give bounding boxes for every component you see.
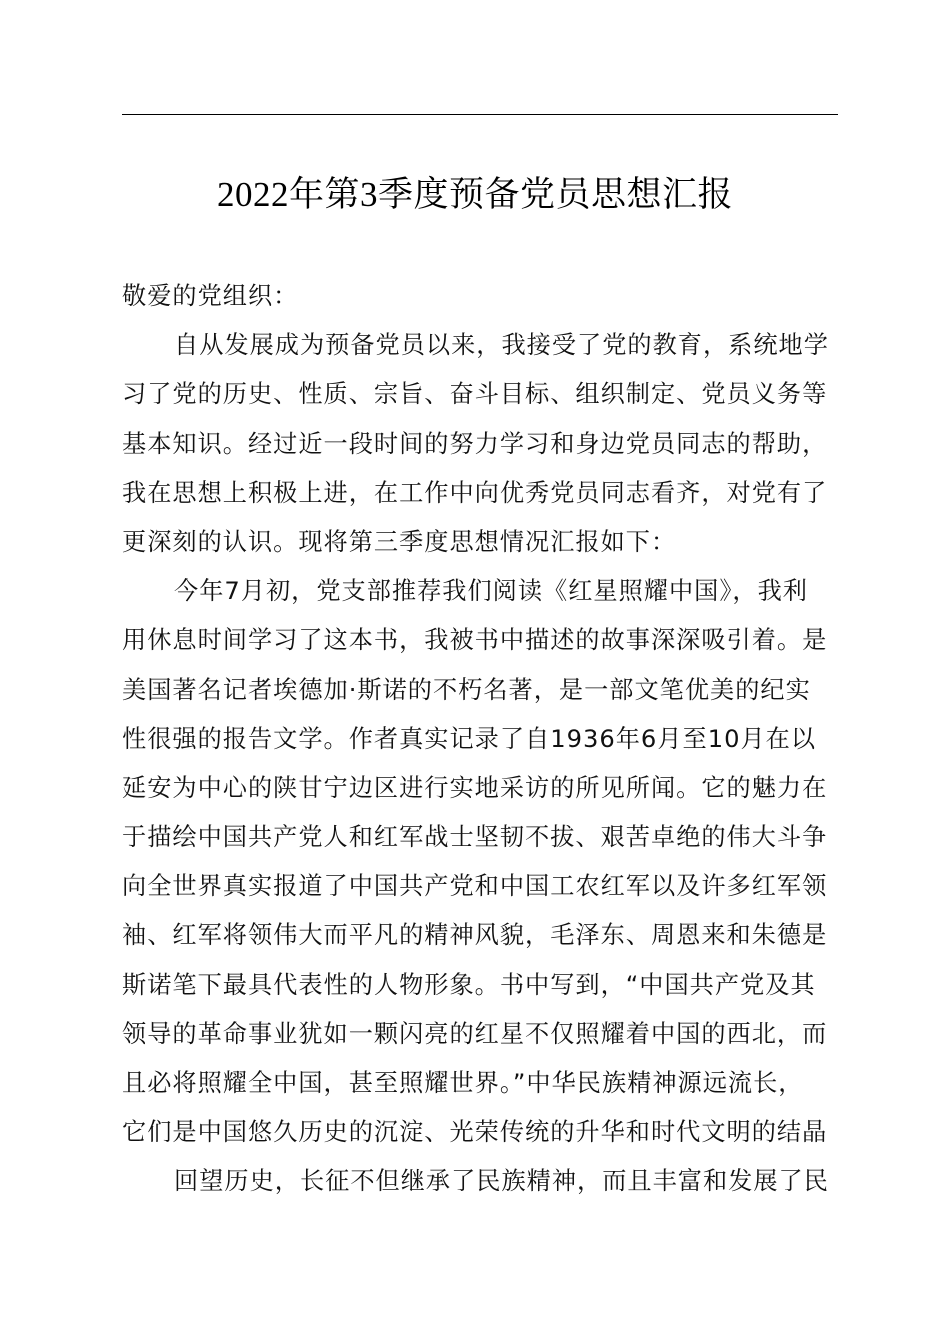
body-line: 美国著名记者埃德加·斯诺的不朽名著，是一部文笔优美的纪实 (122, 675, 811, 704)
salutation: 敬爱的党组织： (122, 282, 299, 310)
body-line: 向全世界真实报道了中国共产党和中国工农红军以及许多红军领 (122, 872, 828, 901)
document-title: 2022年第3季度预备党员思想汇报 (216, 175, 733, 214)
body-line: 自从发展成为预备党员以来，我接受了党的教育，系统地学 (174, 331, 829, 360)
body-line: 斯诺笔下最具代表性的人物形象。书中写到，“中国共产党及其 (122, 970, 816, 999)
body-line: 性很强的报告文学。作者真实记录了自1936年6月至10月在以 (122, 724, 817, 753)
body-line: 今年7月初，党支部推荐我们阅读《红星照耀中国》，我利 (174, 577, 808, 606)
body-line: 用休息时间学习了这本书，我被书中描述的故事深深吸引着。是 (122, 626, 828, 655)
body-line: 于描绘中国共产党人和红军战士坚韧不拔、艰苦卓绝的伟大斗争 (122, 823, 828, 852)
body-line: 延安为中心的陕甘宁边区进行实地采访的所见所闻。它的魅力在 (122, 773, 828, 802)
body-line: 领导的革命事业犹如一颗闪亮的红星不仅照耀着中国的西北，而 (122, 1019, 828, 1048)
body-line: 且必将照耀全中国，甚至照耀世界。”中华民族精神源远流长， (122, 1069, 804, 1097)
body-line: 更深刻的认识。现将第三季度思想情况汇报如下： (122, 527, 677, 556)
body-line: 回望历史，长征不但继承了民族精神，而且丰富和发展了民 (174, 1167, 829, 1196)
document-body (122, 272, 838, 1207)
header-rule (122, 114, 838, 115)
body-line: 我在思想上积极上进，在工作中向优秀党员同志看齐，对党有了 (122, 478, 828, 507)
body-line: 习了党的历史、性质、宗旨、奋斗目标、组织制定、党员义务等 (122, 380, 828, 409)
body-line: 它们是中国悠久历史的沉淀、光荣传统的升华和时代文明的结晶 (122, 1118, 828, 1147)
body-line: 基本知识。经过近一段时间的努力学习和身边党员同志的帮助， (122, 429, 828, 458)
body-line: 袖、红军将领伟大而平凡的精神风貌，毛泽东、周恩来和朱德是 (122, 921, 828, 950)
